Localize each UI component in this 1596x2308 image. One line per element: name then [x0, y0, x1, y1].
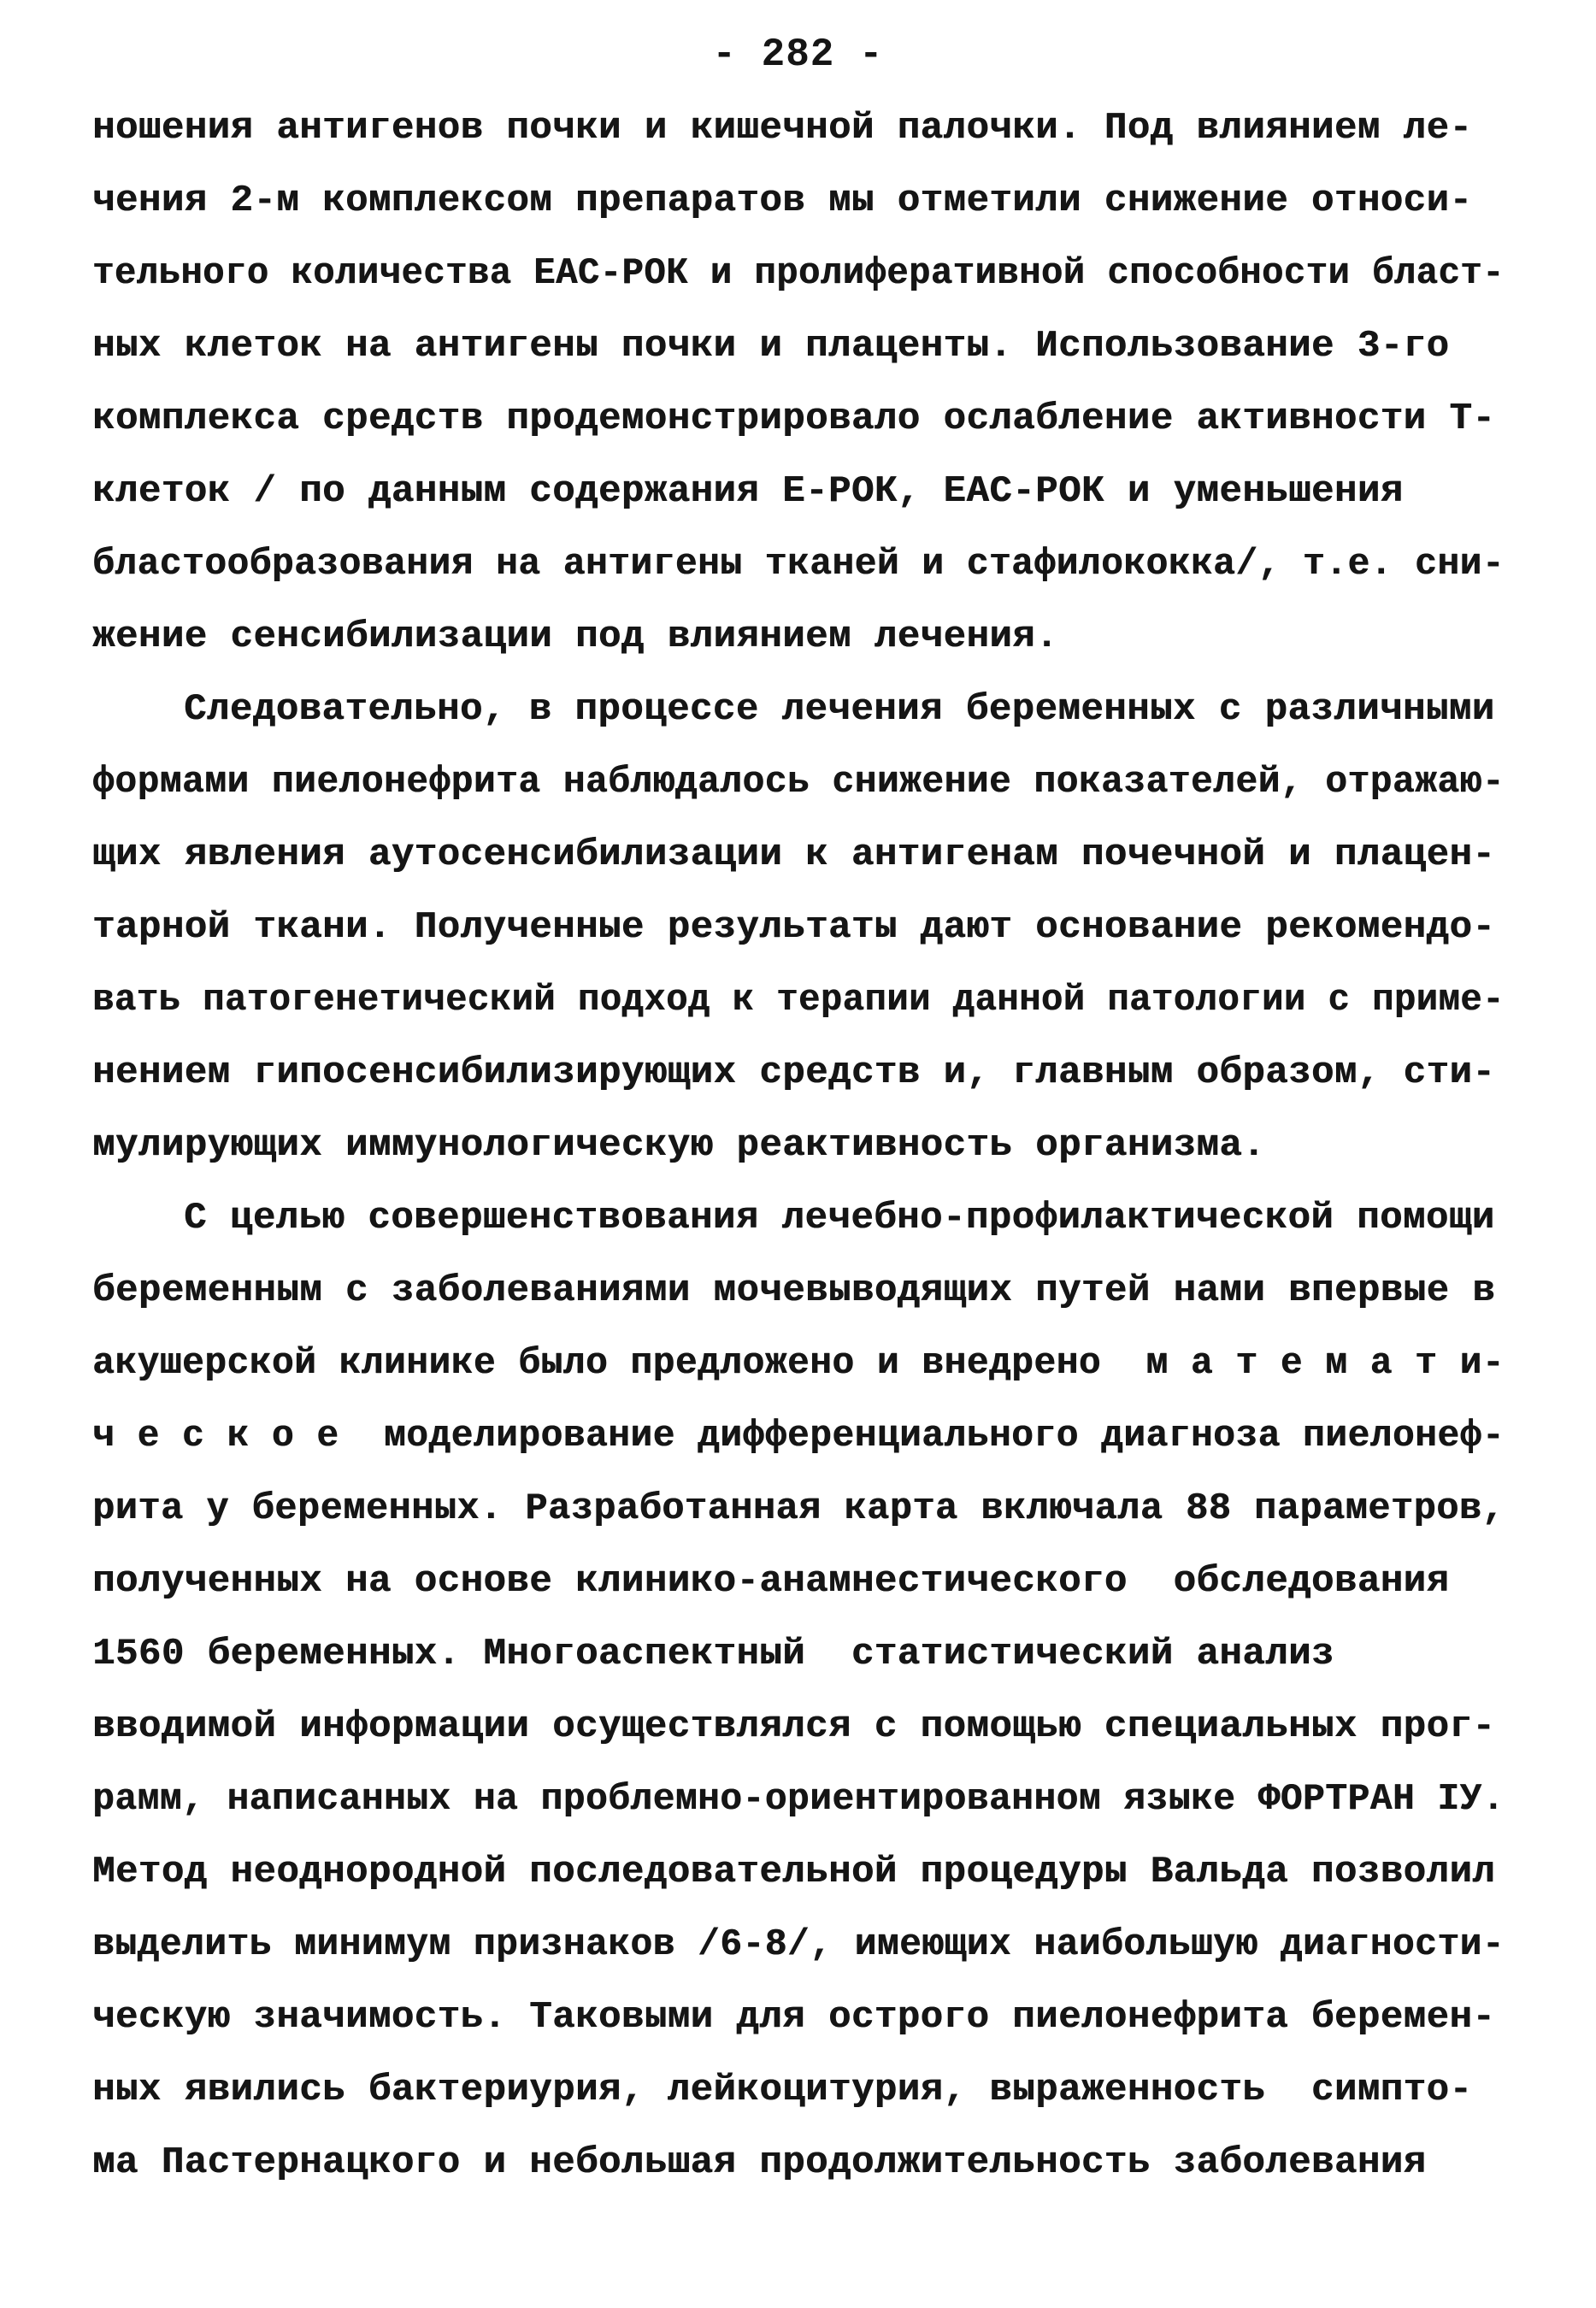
text-line-8: жение сенсибилизации под влиянием лечения.: [92, 615, 1058, 658]
text-line-27: ческую значимость. Таковыми для острого пиелонефрита беремен-: [92, 1996, 1496, 2039]
text-line-22: 1560 беременных. Многоаспектный статистический анализ: [92, 1633, 1334, 1675]
text-line-10: формами пиелонефрита наблюдалось снижение показателей, отражаю-: [92, 761, 1505, 804]
text-line-26: выделить минимум признаков /6-8/, имеющих наибольшую диагности-: [92, 1923, 1505, 1966]
text-line-9: Следовательно, в процессе лечения беременных с различными: [184, 688, 1495, 731]
text-line-28: ных явились бактериурия, лейкоцитурия, выраженность симпто-: [92, 2069, 1473, 2111]
text-line-3: тельного количества ЕАС-РОК и пролиферативной способности бласт-: [92, 252, 1505, 295]
text-line-12: тарной ткани. Полученные результаты дают основание рекомендо-: [92, 906, 1496, 949]
text-line-5: комплекса средств продемонстрировало ослабление активности Т-: [92, 397, 1496, 440]
text-line-14: нением гипосенсибилизирующих средств и, главным образом, сти-: [92, 1051, 1496, 1094]
text-line-7: бластообразования на антигены тканей и стафилококка/, т.е. сни-: [92, 543, 1505, 586]
text-line-2: чения 2-м комплексом препаратов мы отметили снижение относи-: [92, 180, 1473, 222]
text-line-18: акушерской клинике было предложено и внедрено м а т е м а т и-: [92, 1342, 1505, 1385]
text-line-1: ношения антигенов почки и кишечной палочки. Под влиянием ле-: [92, 107, 1473, 150]
text-line-21: полученных на основе клинико-анамнестического обследования: [92, 1560, 1450, 1603]
text-line-6: клеток / по данным содержания Е-РОК, ЕАС-РОК и уменьшения: [92, 470, 1404, 513]
text-line-17: беременным с заболеваниями мочевыводящих путей нами впервые в: [92, 1269, 1496, 1312]
text-line-4: ных клеток на антигены почки и плаценты. Использование 3-го: [92, 325, 1450, 368]
text-line-24: рамм, написанных на проблемно-ориентированном языке ФОРТРАН IУ.: [92, 1778, 1505, 1821]
text-line-29: ма Пастернацкого и небольшая продолжительность заболевания: [92, 2141, 1427, 2184]
text-line-19: ч е с к о е моделирование дифференциального диагноза пиелонеф-: [92, 1415, 1505, 1457]
text-line-11: щих явления аутосенсибилизации к антигенам почечной и плацен-: [92, 833, 1496, 876]
text-line-20: рита у беременных. Разработанная карта включала 88 параметров,: [92, 1487, 1505, 1530]
text-line-23: вводимой информации осуществлялся с помощью специальных прог-: [92, 1705, 1496, 1748]
page-number: - 282 -: [712, 32, 884, 77]
text-line-25: Метод неоднородной последовательной процедуры Вальда позволил: [92, 1851, 1496, 1893]
text-line-16: С целью совершенствования лечебно-профилактической помощи: [184, 1197, 1495, 1239]
text-line-13: вать патогенетический подход к терапии данной патологии с приме-: [92, 979, 1505, 1022]
text-line-15: мулирующих иммунологическую реактивность организма.: [92, 1124, 1266, 1167]
